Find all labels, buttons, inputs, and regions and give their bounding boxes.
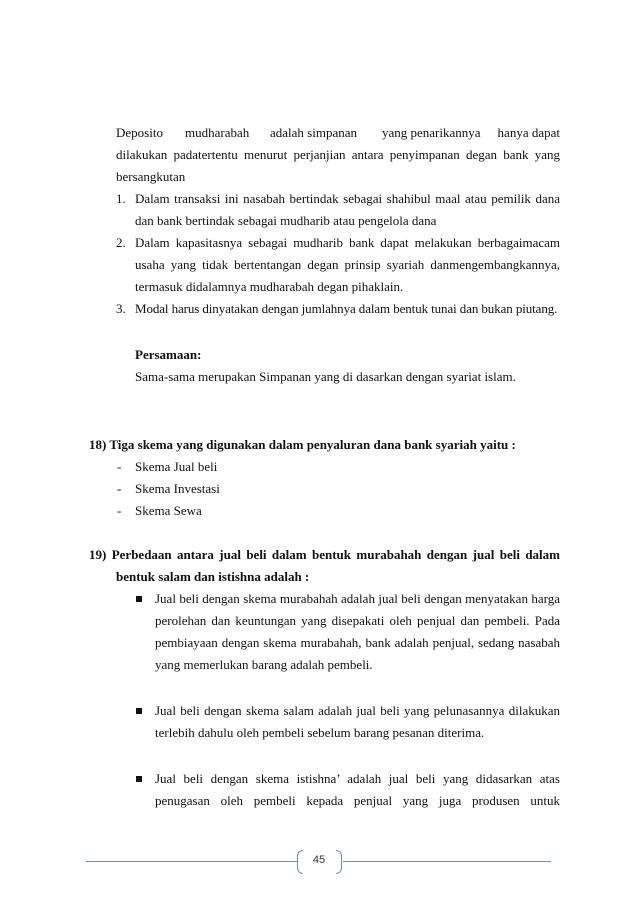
word: mudharabah (185, 125, 250, 140)
bullet-text: yang memerlukan barang adalah pembeli. (155, 657, 373, 672)
q19-heading-line-2: bentuk salam dan istishna adalah : (116, 569, 310, 584)
square-bullet-icon (136, 708, 142, 714)
footer-rule-left (86, 861, 298, 862)
bullet-text: perolehan dan keuntungan yang disepakati oleh penjual dan pembeli. Pada (155, 613, 560, 628)
q18-heading: 18) Tiga skema yang digunakan dalam penyaluran dana bank syariah yaitu : (89, 437, 516, 452)
page-bracket-right (336, 850, 342, 874)
word: adalah simpanan (270, 125, 357, 140)
square-bullet-icon (136, 776, 142, 782)
list-item: Skema Jual beli (135, 459, 218, 474)
intro-line-3: bersangkutan (116, 169, 186, 184)
list-item-text: dan bank bertindak sebagai mudharib atau pengelola dana (135, 213, 437, 228)
q19-heading-line-1: 19) Perbedaan antara jual beli dalam bentuk murabahah dengan jual beli dalam (89, 547, 560, 562)
list-item-text: usaha yang tidak bertentangan degan prinsip syariah danmengembangkannya, (135, 257, 560, 272)
intro-line-2: dilakukan padatertentu menurut perjanjian antara penyimpanan degan bank yang (116, 147, 560, 162)
bullet-text: Jual beli dengan skema salam adalah jual beli yang pelunasannya dilakukan (155, 703, 560, 718)
bullet-text: Jual beli dengan skema murabahah adalah jual beli dengan menyatakan harga (155, 591, 560, 606)
square-bullet-icon (136, 596, 142, 602)
list-item: Skema Sewa (135, 503, 202, 518)
bullet-text: penugasan oleh pembeli kepada penjual yang juga produsen untuk (155, 793, 560, 808)
dash-marker: - (117, 503, 122, 518)
footer-rule-right (343, 861, 551, 862)
list-number: 3. (116, 301, 126, 316)
list-item-text: Modal harus dinyatakan dengan jumlahnya dalam bentuk tunai dan bukan piutang. (135, 301, 558, 316)
list-item-text: Dalam kapasitasnya sebagai mudharib bank dapat melakukan berbagaimacam (135, 235, 560, 250)
list-number: 1. (116, 191, 126, 206)
bullet-text: pembiayaan dengan skema murabahah, bank adalah penjual, sedang nasabah (155, 635, 560, 650)
list-item-text: Dalam transaksi ini nasabah bertindak sebagai shahibul maal atau pemilik dana (135, 191, 560, 206)
page-bracket-left (297, 850, 303, 874)
dash-marker: - (117, 459, 122, 474)
word: yang penarikannya (382, 125, 481, 140)
list-item: Skema Investasi (135, 481, 220, 496)
persamaan-text: Sama-sama merupakan Simpanan yang di dasarkan dengan syariat islam. (135, 369, 516, 384)
list-number: 2. (116, 235, 126, 250)
word: hanya dapat (497, 125, 560, 140)
persamaan-heading: Persamaan: (135, 347, 202, 362)
dash-marker: - (117, 481, 122, 496)
page-number: 45 (312, 854, 326, 866)
list-item-text: termasuk didalamnya mudharabah degan pihaklain. (135, 279, 404, 294)
word: Deposito (116, 125, 163, 140)
bullet-text: terlebih dahulu oleh pembeli sebelum barang pesanan diterima. (155, 725, 485, 740)
bullet-text: Jual beli dengan skema istishna’ adalah jual beli yang didasarkan atas (155, 771, 560, 786)
